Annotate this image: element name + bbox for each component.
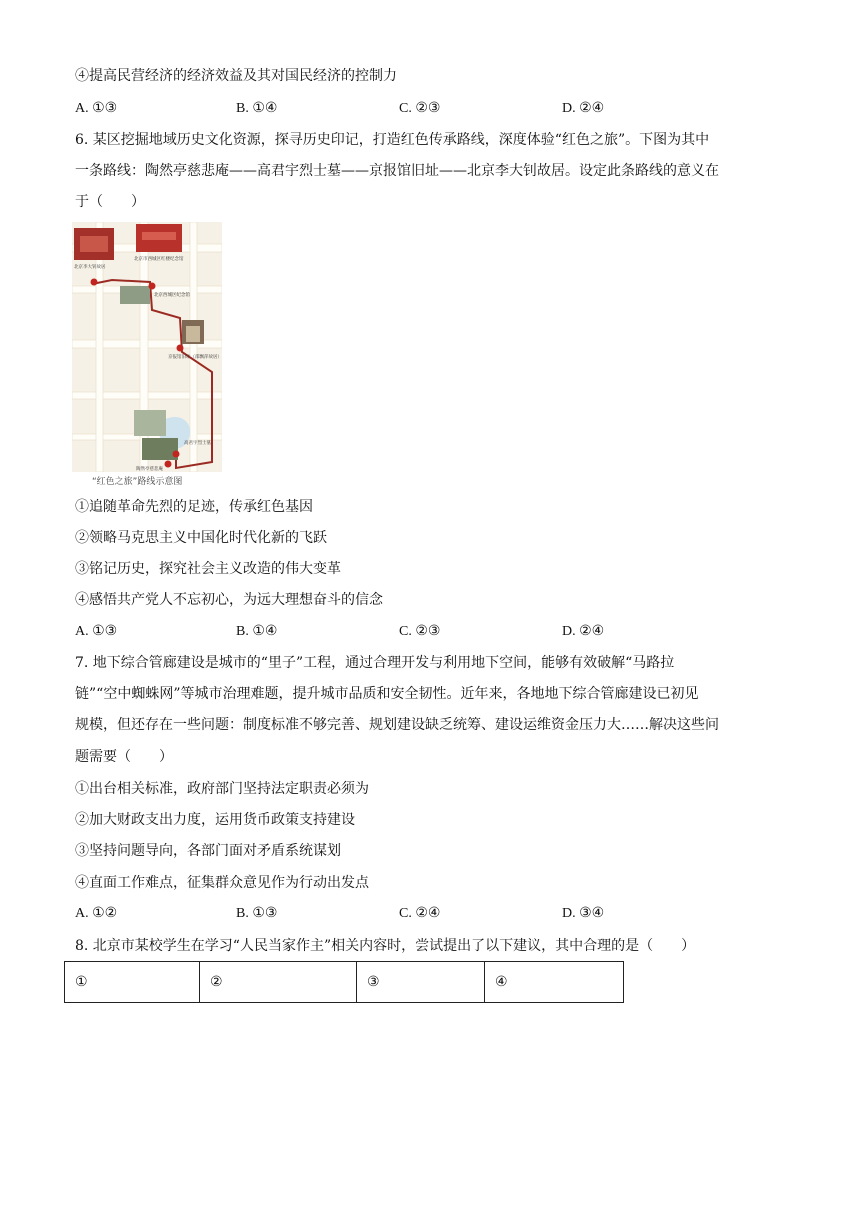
q7-stem-line-3: 规模，但还存在一些问题：制度标准不够完善、规划建设缺乏统筹、建设运维资金压力大……解决这些问	[75, 717, 719, 733]
taoranting-thumbnail	[142, 438, 178, 460]
map-label-a: 北京李大钊故居	[74, 265, 106, 270]
q8-stem: 8. 北京市某校学生在学习“人民当家作主”相关内容时，尝试提出了以下建议，其中合理的是（ ）	[75, 938, 696, 954]
q5-option-b[interactable]: B. ①④	[236, 101, 278, 116]
q7-item-4: ④直面工作难点，征集群众意见作为行动出发点	[75, 875, 369, 891]
q7-stem-line-2: 链”“空中蜘蛛网”等城市治理难题，提升城市品质和安全韧性。近年来，各地地下综合管廊建设已初见	[75, 686, 699, 702]
q7-option-a[interactable]: A. ①②	[75, 906, 118, 921]
q7-stem-line-1: 7. 地下综合管廊建设是城市的“里子”工程，通过合理开发与利用地下空间，能够有效破解“马路拉	[75, 655, 675, 671]
tomb-thumbnail	[134, 410, 166, 436]
q7-option-c[interactable]: C. ②④	[399, 906, 441, 921]
map-label-f: 陶然亭慈悲庵	[136, 467, 163, 472]
red-tour-route-map	[72, 222, 222, 472]
map-label-d: 京报馆旧址（邵飘萍故居）	[168, 355, 222, 360]
q6-stem-line-3: 于（ ）	[75, 194, 145, 210]
q5-option-c[interactable]: C. ②③	[399, 101, 441, 116]
q5-option-a[interactable]: A. ①③	[75, 101, 118, 116]
q7-option-d[interactable]: D. ③④	[562, 906, 605, 921]
q6-item-4: ④感悟共产党人不忘初心，为远大理想奋斗的信念	[75, 592, 383, 608]
marker-taoranting	[165, 461, 172, 468]
q6-option-a[interactable]: A. ①③	[75, 624, 118, 639]
q6-option-d[interactable]: D. ②④	[562, 624, 605, 639]
q8-cell-4: ④	[485, 962, 624, 1003]
q6-item-2: ②领略马克思主义中国化时代化新的飞跃	[75, 530, 327, 546]
q8-cell-1: ①	[65, 962, 200, 1003]
q8-table	[64, 961, 624, 1003]
q6-option-c[interactable]: C. ②③	[399, 624, 441, 639]
q7-item-1: ①出台相关标准，政府部门坚持法定职责必须为	[75, 781, 369, 797]
q8-cell-2: ②	[200, 962, 357, 1003]
q5-option-d[interactable]: D. ②④	[562, 101, 605, 116]
route-map-svg	[72, 222, 222, 472]
table-row	[65, 962, 624, 1003]
map-label-e: 高君宇烈士墓	[184, 441, 211, 446]
map-caption: “红色之旅”路线示意图	[92, 477, 183, 487]
marker-jingbao	[177, 345, 184, 352]
q7-item-3: ③坚持问题导向，各部门面对矛盾系统谋划	[75, 843, 341, 859]
marker-tomb	[173, 451, 180, 458]
q7-item-2: ②加大财政支出力度，运用货币政策支持建设	[75, 812, 355, 828]
q6-stem-line-2: 一条路线：陶然亭慈悲庵——高君宇烈士墓——京报馆旧址——北京李大钊故居。设定此条路线的意义在	[75, 163, 719, 179]
map-label-c: 北京西城区纪念馆	[154, 293, 190, 298]
marker-memorial	[149, 283, 156, 290]
q6-item-3: ③铭记历史，探究社会主义改造的伟大变革	[75, 561, 341, 577]
memorial-hall-thumbnail	[120, 286, 150, 304]
q6-item-1: ①追随革命先烈的足迹，传承红色基因	[75, 499, 313, 515]
q6-option-b[interactable]: B. ①④	[236, 624, 278, 639]
marker-li-dazhao	[91, 279, 98, 286]
q5-item-4: ④提高民营经济的经济效益及其对国民经济的控制力	[75, 68, 397, 84]
q8-cell-3: ③	[357, 962, 485, 1003]
map-label-b: 北京市西城区红楼纪念馆	[134, 257, 184, 262]
q7-stem-line-4: 题需要（ ）	[75, 749, 173, 765]
q7-option-b[interactable]: B. ①③	[236, 906, 278, 921]
q6-stem-line-1: 6. 某区挖掘地域历史文化资源，探寻历史印记，打造红色传承路线，深度体验“红色之旅”。下图为其中	[75, 132, 710, 148]
